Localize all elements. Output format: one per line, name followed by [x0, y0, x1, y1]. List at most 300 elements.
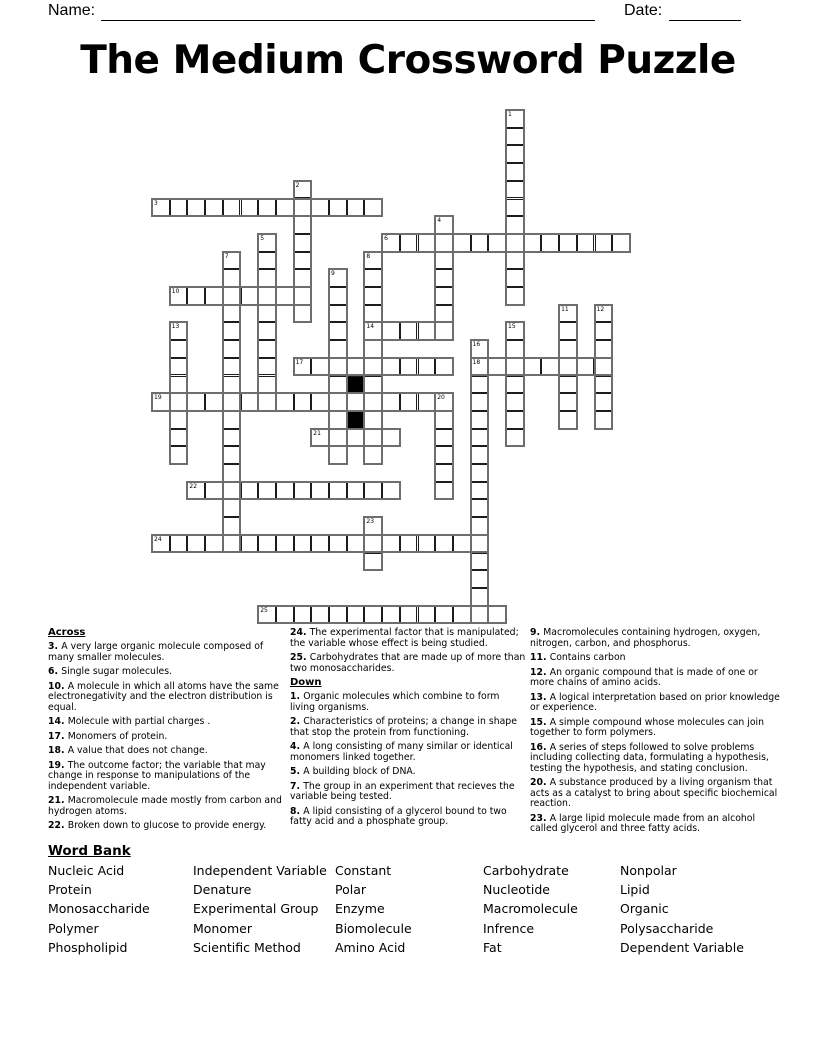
- grid-cell[interactable]: [364, 606, 382, 624]
- clue-number: 15.: [530, 716, 550, 728]
- grid-cell[interactable]: [400, 535, 418, 553]
- clue: [48, 682, 288, 714]
- grid-cell[interactable]: [595, 411, 613, 429]
- grid-cell[interactable]: [364, 305, 382, 323]
- grid-cell[interactable]: [418, 393, 436, 411]
- cell-number: 25: [260, 606, 268, 614]
- word-bank-word: Monomer: [193, 920, 253, 936]
- grid-cell[interactable]: [276, 535, 294, 553]
- grid-cell[interactable]: [187, 287, 205, 305]
- grid-cell[interactable]: [471, 517, 489, 535]
- clue-number: 20.: [530, 777, 550, 788]
- clue-text: Organic molecules which combine to form living organisms.: [290, 691, 500, 713]
- grid-cell[interactable]: [294, 606, 312, 624]
- grid-cell[interactable]: [400, 322, 418, 340]
- grid-cell[interactable]: [364, 322, 382, 340]
- grid-cell[interactable]: [418, 322, 436, 340]
- clue-text: Macromolecules containing hydrogen, oxygen, nitrogen, carbon, and phosphorus.: [530, 627, 761, 649]
- grid-cell[interactable]: [506, 269, 524, 287]
- grid-cell[interactable]: [223, 376, 241, 394]
- crossword-grid: [152, 110, 631, 624]
- cell-number: 24: [154, 535, 162, 543]
- grid-cell[interactable]: [382, 429, 400, 447]
- grid-cell[interactable]: [364, 411, 382, 429]
- grid-cell[interactable]: [258, 393, 276, 411]
- grid-cell[interactable]: [435, 393, 453, 411]
- grid-cell[interactable]: [364, 269, 382, 287]
- grid-cell[interactable]: [364, 429, 382, 447]
- grid-cell[interactable]: [400, 358, 418, 376]
- grid-cell[interactable]: [400, 606, 418, 624]
- grid-cell[interactable]: [382, 482, 400, 500]
- grid-cell[interactable]: [382, 358, 400, 376]
- grid-cell[interactable]: [524, 234, 542, 252]
- grid-cell[interactable]: [435, 287, 453, 305]
- grid-cell[interactable]: [595, 358, 613, 376]
- grid-cell[interactable]: [223, 322, 241, 340]
- grid-cell[interactable]: [241, 393, 259, 411]
- grid-cell[interactable]: [435, 305, 453, 323]
- grid-cell[interactable]: [506, 393, 524, 411]
- word-bank-word: Denature: [193, 882, 252, 898]
- grid-cell[interactable]: [382, 535, 400, 553]
- grid-cell[interactable]: [241, 287, 259, 305]
- cell-number: 2: [295, 181, 300, 189]
- cell-number: 22: [189, 482, 198, 490]
- grid-cell[interactable]: [329, 482, 347, 500]
- grid-cell[interactable]: [382, 234, 400, 252]
- clue-number: 18.: [48, 745, 68, 756]
- grid-cell[interactable]: [294, 269, 312, 287]
- grid-cell[interactable]: [595, 393, 613, 411]
- grid-cell[interactable]: [311, 393, 329, 411]
- grid-cell[interactable]: [506, 234, 524, 252]
- clue-text: The outcome factor; the variable that may change in response to manipulations of the independent variable.: [48, 759, 266, 792]
- grid-cell[interactable]: [595, 322, 613, 340]
- grid-cell[interactable]: [241, 482, 259, 500]
- grid-cell[interactable]: [170, 393, 188, 411]
- grid-cell[interactable]: [258, 305, 276, 323]
- grid-cell[interactable]: [471, 606, 489, 624]
- grid-cell[interactable]: [559, 234, 577, 252]
- grid-cell[interactable]: [258, 340, 276, 358]
- grid-cell[interactable]: [382, 322, 400, 340]
- grid-cell[interactable]: [347, 358, 365, 376]
- grid-cell[interactable]: [418, 606, 436, 624]
- clue: [48, 717, 288, 728]
- word-bank-word: Dependent Variable: [620, 939, 744, 955]
- grid-cell[interactable]: [258, 252, 276, 270]
- word-bank-word: Phospholipid: [48, 939, 128, 955]
- word-bank-word: Biomolecule: [335, 920, 412, 936]
- grid-cell[interactable]: [506, 252, 524, 270]
- grid-cell[interactable]: [400, 234, 418, 252]
- grid-cell[interactable]: [559, 305, 577, 323]
- grid-cell[interactable]: [223, 287, 241, 305]
- grid-cell[interactable]: [577, 234, 595, 252]
- word-bank-word: Organic: [620, 901, 669, 917]
- grid-cell[interactable]: [347, 606, 365, 624]
- word-bank-word: Fat: [483, 939, 502, 955]
- clue-number: 3.: [48, 641, 62, 652]
- cell-number: 9: [331, 270, 335, 278]
- grid-cell[interactable]: [329, 199, 347, 217]
- grid-cell[interactable]: [329, 269, 347, 287]
- grid-cell[interactable]: [223, 269, 241, 287]
- grid-cell[interactable]: [170, 446, 188, 464]
- cell-number: 12: [596, 305, 605, 313]
- grid-cell[interactable]: [223, 464, 241, 482]
- grid-cell[interactable]: [187, 199, 205, 217]
- grid-cell[interactable]: [329, 393, 347, 411]
- clue: [530, 653, 782, 664]
- grid-cell[interactable]: [311, 606, 329, 624]
- grid-cell[interactable]: [276, 287, 294, 305]
- grid-cell[interactable]: [488, 606, 506, 624]
- grid-cell[interactable]: [471, 588, 489, 606]
- grid-cell[interactable]: [435, 446, 453, 464]
- black-cell: [347, 411, 365, 429]
- grid-cell[interactable]: [559, 393, 577, 411]
- clue: [290, 628, 527, 649]
- clue-text: A series of steps followed to solve problems including collecting data, formulating a hypothesis, testing the hypothesis, and stating conclusion.: [530, 741, 769, 774]
- grid-cell[interactable]: [258, 358, 276, 376]
- grid-cell[interactable]: [258, 287, 276, 305]
- grid-cell[interactable]: [294, 181, 312, 199]
- grid-cell[interactable]: [418, 234, 436, 252]
- grid-cell[interactable]: [488, 234, 506, 252]
- grid-cell[interactable]: [595, 376, 613, 394]
- grid-cell[interactable]: [294, 482, 312, 500]
- grid-cell[interactable]: [471, 411, 489, 429]
- grid-cell[interactable]: [223, 252, 241, 270]
- grid-cell[interactable]: [170, 376, 188, 394]
- clue-number: 12.: [530, 666, 550, 678]
- grid-cell[interactable]: [294, 252, 312, 270]
- grid-cell[interactable]: [506, 216, 524, 234]
- clue: [290, 742, 527, 763]
- grid-cell[interactable]: [506, 199, 524, 217]
- grid-cell[interactable]: [612, 234, 630, 252]
- grid-cell[interactable]: [311, 535, 329, 553]
- grid-cell[interactable]: [435, 535, 453, 553]
- grid-cell[interactable]: [364, 446, 382, 464]
- grid-cell[interactable]: [311, 482, 329, 500]
- grid-cell[interactable]: [170, 287, 188, 305]
- grid-cell[interactable]: [187, 535, 205, 553]
- grid-cell[interactable]: [223, 305, 241, 323]
- grid-cell[interactable]: [541, 234, 559, 252]
- grid-cell[interactable]: [506, 376, 524, 394]
- grid-cell[interactable]: [471, 358, 489, 376]
- grid-cell[interactable]: [276, 199, 294, 217]
- clue: [290, 653, 527, 674]
- clue-number: 14.: [48, 716, 68, 727]
- grid-cell[interactable]: [223, 411, 241, 429]
- grid-cell[interactable]: [471, 429, 489, 447]
- grid-cell[interactable]: [294, 535, 312, 553]
- grid-cell[interactable]: [435, 269, 453, 287]
- grid-cell[interactable]: [276, 606, 294, 624]
- grid-cell[interactable]: [435, 464, 453, 482]
- clue-number: 25.: [290, 652, 310, 663]
- word-bank-word: Macromolecule: [483, 901, 578, 917]
- grid-cell[interactable]: [382, 393, 400, 411]
- grid-cell[interactable]: [595, 340, 613, 358]
- grid-cell[interactable]: [170, 340, 188, 358]
- grid-cell[interactable]: [364, 393, 382, 411]
- grid-cell[interactable]: [223, 199, 241, 217]
- name-input-line[interactable]: [101, 20, 595, 22]
- clue-number: 13.: [530, 691, 550, 703]
- grid-cell[interactable]: [435, 358, 453, 376]
- grid-cell[interactable]: [347, 429, 365, 447]
- clue-text: A building block of DNA.: [303, 766, 416, 777]
- grid-cell[interactable]: [223, 393, 241, 411]
- word-bank-word: Polar: [335, 882, 367, 898]
- grid-cell[interactable]: [294, 216, 312, 234]
- clue: [48, 761, 288, 793]
- grid-cell[interactable]: [347, 535, 365, 553]
- grid-cell[interactable]: [435, 606, 453, 624]
- grid-cell[interactable]: [364, 376, 382, 394]
- grid-cell[interactable]: [241, 535, 259, 553]
- clue-text: The group in an experiment that recieves the variable being tested.: [290, 780, 515, 802]
- clue-text: Macromolecule made mostly from carbon and hydrogen atoms.: [48, 795, 282, 817]
- grid-cell[interactable]: [294, 287, 312, 305]
- grid-cell[interactable]: [223, 517, 241, 535]
- cell-number: 10: [171, 288, 180, 295]
- grid-cell[interactable]: [223, 429, 241, 447]
- grid-cell[interactable]: [170, 411, 188, 429]
- clue-text: A very large organic molecule composed of many smaller molecules.: [48, 641, 264, 663]
- grid-cell[interactable]: [170, 429, 188, 447]
- grid-cell[interactable]: [258, 606, 276, 624]
- grid-cell[interactable]: [294, 393, 312, 411]
- grid-cell[interactable]: [170, 535, 188, 553]
- clue-text: Characteristics of proteins; a change in shape that stop the protein from functioning.: [290, 716, 517, 738]
- grid-cell[interactable]: [258, 234, 276, 252]
- grid-cell[interactable]: [418, 358, 436, 376]
- clue: [48, 642, 288, 663]
- grid-cell[interactable]: [205, 393, 223, 411]
- grid-cell[interactable]: [329, 411, 347, 429]
- clue-text: A substance produced by a living organism that acts as a catalyst to bring about specific biochemical reaction.: [530, 777, 778, 809]
- grid-cell[interactable]: [435, 252, 453, 270]
- clue: [48, 821, 288, 832]
- grid-cell[interactable]: [559, 411, 577, 429]
- grid-cell[interactable]: [170, 358, 188, 376]
- grid-cell[interactable]: [435, 322, 453, 340]
- grid-cell[interactable]: [205, 199, 223, 217]
- grid-cell[interactable]: [329, 446, 347, 464]
- clue-number: 11.: [530, 652, 550, 663]
- grid-cell[interactable]: [471, 535, 489, 553]
- clue-number: 21.: [48, 795, 68, 806]
- grid-cell[interactable]: [311, 358, 329, 376]
- grid-cell[interactable]: [506, 145, 524, 163]
- grid-cell[interactable]: [364, 358, 382, 376]
- clue-number: 24.: [290, 627, 310, 638]
- grid-cell[interactable]: [347, 199, 365, 217]
- grid-cell[interactable]: [506, 181, 524, 199]
- clue-text: Single sugar molecules.: [61, 666, 173, 677]
- grid-cell[interactable]: [329, 606, 347, 624]
- grid-cell[interactable]: [205, 535, 223, 553]
- grid-cell[interactable]: [294, 358, 312, 376]
- grid-cell[interactable]: [329, 358, 347, 376]
- grid-cell[interactable]: [506, 322, 524, 340]
- clue-text: A molecule in which all atoms have the same electronegativity and the electron distribution is equal.: [48, 680, 279, 713]
- grid-cell[interactable]: [506, 358, 524, 376]
- grid-cell[interactable]: [506, 128, 524, 146]
- grid-cell[interactable]: [329, 376, 347, 394]
- grid-cell[interactable]: [205, 287, 223, 305]
- grid-cell[interactable]: [223, 340, 241, 358]
- grid-cell[interactable]: [506, 429, 524, 447]
- grid-cell[interactable]: [435, 216, 453, 234]
- grid-cell[interactable]: [453, 606, 471, 624]
- grid-cell[interactable]: [471, 499, 489, 517]
- grid-cell[interactable]: [311, 429, 329, 447]
- grid-cell[interactable]: [364, 340, 382, 358]
- grid-cell[interactable]: [258, 199, 276, 217]
- grid-cell[interactable]: [595, 234, 613, 252]
- clue-text: A value that does not change.: [67, 745, 208, 756]
- grid-cell[interactable]: [329, 305, 347, 323]
- grid-cell[interactable]: [187, 393, 205, 411]
- clue: [290, 807, 527, 828]
- grid-cell[interactable]: [329, 429, 347, 447]
- grid-cell[interactable]: [170, 199, 188, 217]
- grid-cell[interactable]: [400, 393, 418, 411]
- grid-cell[interactable]: [241, 199, 259, 217]
- grid-cell[interactable]: [471, 553, 489, 571]
- cell-number: 8: [366, 252, 371, 260]
- grid-cell[interactable]: [435, 482, 453, 500]
- word-bank-word: Enzyme: [335, 901, 385, 917]
- grid-cell[interactable]: [311, 199, 329, 217]
- grid-cell[interactable]: [559, 358, 577, 376]
- grid-cell[interactable]: [471, 446, 489, 464]
- grid-cell[interactable]: [347, 393, 365, 411]
- grid-cell[interactable]: [329, 322, 347, 340]
- grid-cell[interactable]: [506, 411, 524, 429]
- grid-cell[interactable]: [435, 234, 453, 252]
- grid-cell[interactable]: [364, 482, 382, 500]
- grid-cell[interactable]: [559, 340, 577, 358]
- grid-cell[interactable]: [471, 464, 489, 482]
- grid-cell[interactable]: [276, 393, 294, 411]
- cell-number: 6: [384, 234, 388, 242]
- grid-cell[interactable]: [294, 305, 312, 323]
- grid-cell[interactable]: [329, 340, 347, 358]
- grid-cell[interactable]: [453, 234, 471, 252]
- grid-cell[interactable]: [506, 110, 524, 128]
- grid-cell[interactable]: [364, 287, 382, 305]
- grid-cell[interactable]: [488, 358, 506, 376]
- grid-cell[interactable]: [577, 358, 595, 376]
- grid-cell[interactable]: [258, 482, 276, 500]
- grid-cell[interactable]: [435, 429, 453, 447]
- grid-cell[interactable]: [471, 340, 489, 358]
- grid-cell[interactable]: [559, 376, 577, 394]
- clue: [530, 668, 782, 689]
- cell-number: 15: [508, 323, 516, 331]
- word-bank-word: Carbohydrate: [483, 863, 569, 878]
- clue-text: A lipid consisting of a glycerol bound to two fatty acid and a phosphate group.: [290, 805, 507, 827]
- grid-cell[interactable]: [223, 482, 241, 500]
- grid-cell[interactable]: [471, 482, 489, 500]
- grid-cell[interactable]: [471, 570, 489, 588]
- grid-cell[interactable]: [294, 234, 312, 252]
- word-bank-word: Lipid: [620, 882, 650, 898]
- grid-cell[interactable]: [506, 163, 524, 181]
- clue-number: 23.: [530, 812, 550, 824]
- date-input-line[interactable]: [669, 20, 741, 22]
- grid-cell[interactable]: [506, 340, 524, 358]
- clue-number: 17.: [48, 730, 68, 742]
- grid-cell[interactable]: [524, 358, 542, 376]
- grid-cell[interactable]: [364, 553, 382, 571]
- grid-cell[interactable]: [152, 199, 170, 217]
- grid-cell[interactable]: [595, 305, 613, 323]
- grid-cell[interactable]: [471, 234, 489, 252]
- grid-cell[interactable]: [506, 287, 524, 305]
- grid-cell[interactable]: [258, 269, 276, 287]
- grid-cell[interactable]: [223, 358, 241, 376]
- grid-cell[interactable]: [364, 517, 382, 535]
- grid-cell[interactable]: [364, 535, 382, 553]
- clue-number: 10.: [48, 680, 68, 692]
- grid-cell[interactable]: [223, 535, 241, 553]
- grid-cell[interactable]: [223, 446, 241, 464]
- grid-cell[interactable]: [152, 393, 170, 411]
- word-bank-word: Monosaccharide: [48, 901, 150, 917]
- grid-cell[interactable]: [364, 252, 382, 270]
- clue: [530, 743, 782, 775]
- cell-number: 11: [561, 305, 569, 313]
- clue: [530, 693, 782, 714]
- grid-cell[interactable]: [258, 322, 276, 340]
- grid-cell[interactable]: [347, 482, 365, 500]
- clue: [530, 718, 782, 739]
- grid-cell[interactable]: [418, 535, 436, 553]
- cell-number: 20: [437, 394, 445, 402]
- grid-cell[interactable]: [541, 358, 559, 376]
- word-bank-word: Polymer: [48, 920, 99, 936]
- grid-cell[interactable]: [258, 376, 276, 394]
- grid-cell[interactable]: [453, 535, 471, 553]
- grid-cell[interactable]: [329, 287, 347, 305]
- grid-cell[interactable]: [559, 322, 577, 340]
- grid-cell[interactable]: [205, 482, 223, 500]
- grid-cell[interactable]: [435, 411, 453, 429]
- grid-cell[interactable]: [329, 535, 347, 553]
- grid-cell[interactable]: [471, 376, 489, 394]
- grid-cell[interactable]: [276, 482, 294, 500]
- grid-cell[interactable]: [471, 393, 489, 411]
- grid-cell[interactable]: [364, 199, 382, 217]
- word-bank-word: Experimental Group: [193, 901, 319, 917]
- grid-cell[interactable]: [382, 606, 400, 624]
- grid-cell[interactable]: [187, 482, 205, 500]
- grid-cell[interactable]: [294, 199, 312, 217]
- grid-cell[interactable]: [258, 535, 276, 553]
- grid-cell[interactable]: [152, 535, 170, 553]
- grid-cell[interactable]: [170, 322, 188, 340]
- grid-cell[interactable]: [223, 499, 241, 517]
